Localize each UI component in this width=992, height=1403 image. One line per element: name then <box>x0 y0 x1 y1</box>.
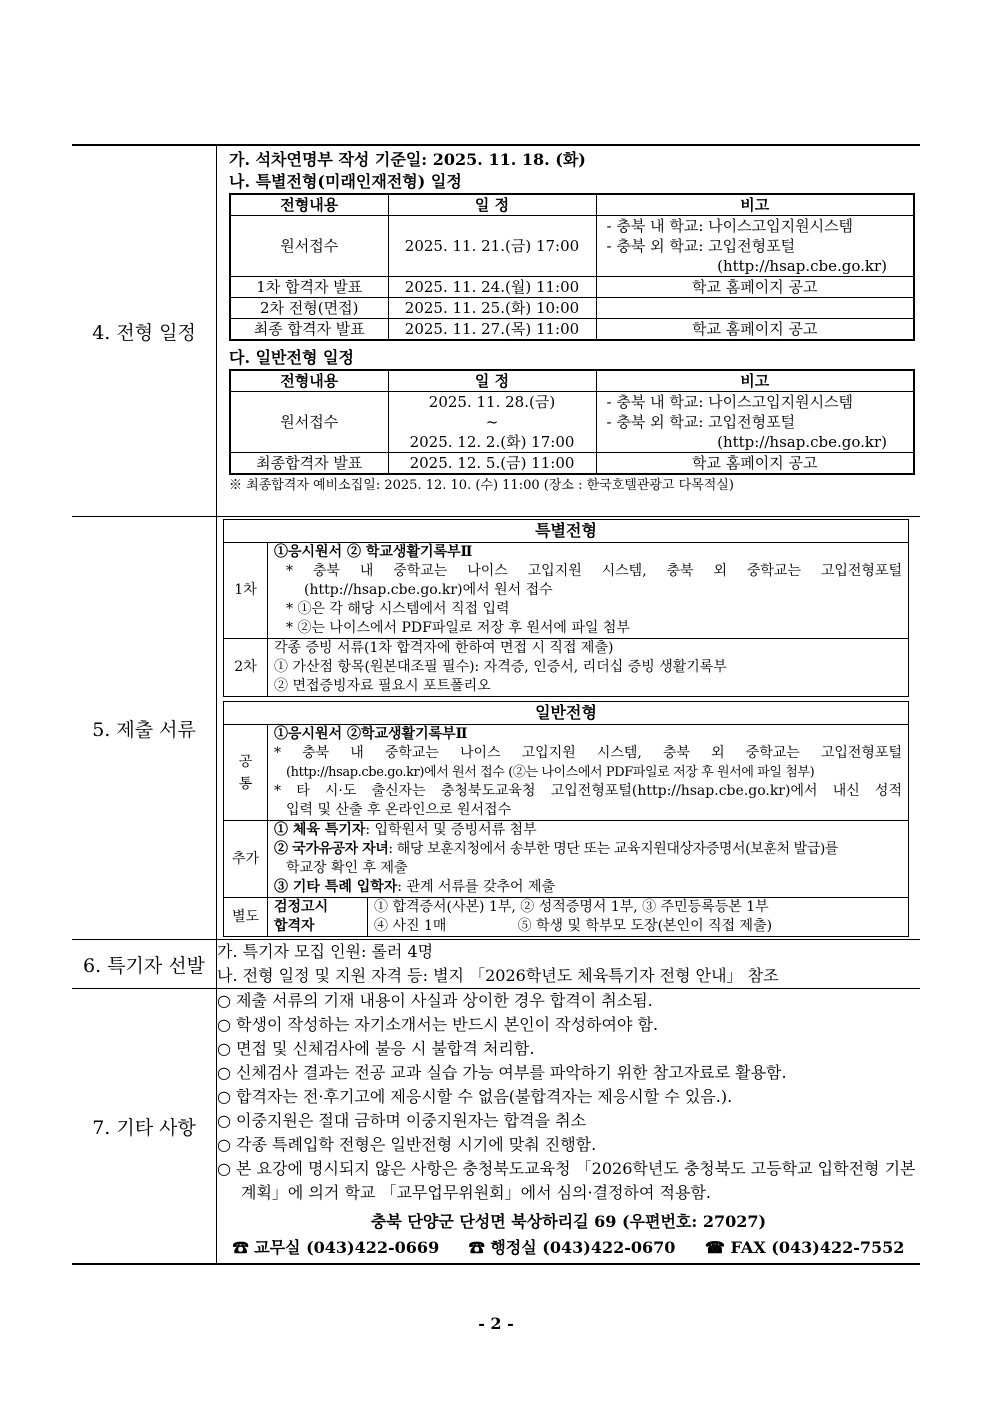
row-content <box>268 639 909 697</box>
table-row <box>230 453 914 475</box>
selection-line: 가. 특기자 모집 인원: 롤러 4명 <box>217 942 434 961</box>
table-row <box>230 216 914 277</box>
doc-line: ①응시원서 ② 학교생활기록부Ⅱ <box>274 544 473 560</box>
date-line: 2025. 11. 28.(금) <box>428 393 556 411</box>
doc-line: ① 합격증서(사본) 1부, ② 성적증명서 1부, ③ 주민등록등본 1부 <box>374 899 769 915</box>
doc-line: * ②는 나이스에서 PDF파일로 저장 후 원서에 파일 첨부 <box>286 620 630 636</box>
cell-note: 학교 홈페이지 공고 <box>596 319 914 341</box>
table-row <box>230 319 914 341</box>
general-docs-header: 일반전형 <box>224 702 909 725</box>
table-row <box>224 639 909 697</box>
row-label: 1차 <box>224 543 268 639</box>
section-4-row <box>72 145 920 517</box>
doc-key: ③ 기타 특례 입학자 <box>274 879 398 895</box>
section-7-content <box>217 989 921 1265</box>
list-item: ○ 학생이 작성하는 자기소개서는 반드시 본인이 작성하여야 함. <box>217 1015 659 1034</box>
col-header-note: 비고 <box>596 370 914 392</box>
date-line: ~ <box>485 413 499 431</box>
cell-date: 2025. 11. 24.(월) 11:00 <box>388 277 596 298</box>
note-line: - 충북 내 학교: 나이스고입지원시스템 <box>606 393 854 411</box>
admission-guide-table <box>72 144 920 1265</box>
selection-line: 나. 전형 일정 및 지원 자격 등: 별지 「2026학년도 체육특기자 전형 안내」 참조 <box>217 966 779 985</box>
row-key <box>268 898 368 937</box>
cell-name: 원서접수 <box>230 392 388 453</box>
table-row <box>230 392 914 453</box>
table-row <box>230 277 914 298</box>
base-date: 가. 석차연명부 작성 기준일: 2025. 11. 18. (화) <box>229 150 586 169</box>
key-line: 합격자 <box>274 918 315 934</box>
cell-name: 원서접수 <box>230 216 388 277</box>
doc-line: (http://hsap.cbe.go.kr)에서 원서 접수 (②는 나이스에서 PDF파일로 저장 후 원서에 파일 첨부) <box>286 765 815 780</box>
special-schedule-title: 나. 특별전형(미래인재전형) 일정 <box>229 172 462 191</box>
cell-date <box>388 392 596 453</box>
note-line: - 충북 외 학교: 고입전형포털 <box>606 413 796 431</box>
note-line: - 충북 외 학교: 고입전형포털 <box>606 237 796 255</box>
doc-line: ④ 사진 1매 ⑤ 학생 및 학부모 도장(본인이 직접 제출) <box>374 918 773 934</box>
row-label: 추가 <box>224 821 268 898</box>
cell-note: 학교 홈페이지 공고 <box>596 453 914 475</box>
cell-date: 2025. 11. 25.(화) 10:00 <box>388 298 596 319</box>
row-content <box>268 725 909 821</box>
cell-name: 최종합격자 발표 <box>230 453 388 475</box>
doc-line: ② 면접증빙자료 필요시 포트폴리오 <box>274 678 491 694</box>
doc-line: ①응시원서 ②학교생활기록부Ⅱ <box>274 726 468 742</box>
page-number: - 2 - <box>478 1314 514 1333</box>
cell-date: 2025. 12. 5.(금) 11:00 <box>388 453 596 475</box>
row-label-text: 공통 <box>238 753 253 792</box>
doc-line: 입력 및 산출 후 온라인으로 원서접수 <box>286 802 512 818</box>
documents-table <box>223 519 909 937</box>
cell-note <box>596 216 914 277</box>
col-header-content: 전형내용 <box>230 194 388 216</box>
phone-academic[interactable]: ☎ 교무실 (043)422-0669 <box>232 1238 440 1257</box>
portal-link[interactable]: (http://hsap.cbe.go.kr) <box>717 257 887 275</box>
list-item: ○ 면접 및 신체검사에 불응 시 불합격 처리함. <box>217 1039 535 1058</box>
fax-number[interactable]: ☎ FAX (043)422-7552 <box>704 1238 905 1257</box>
cell-date: 2025. 11. 21.(금) 17:00 <box>388 216 596 277</box>
row-label: 2차 <box>224 639 268 697</box>
cell-date: 2025. 11. 27.(목) 11:00 <box>388 319 596 341</box>
doc-line <box>274 821 902 840</box>
cell-name: 2차 전형(면접) <box>230 298 388 319</box>
section-5-content <box>217 517 921 940</box>
cell-name: 1차 합격자 발표 <box>230 277 388 298</box>
preliminary-gathering-note: ※ 최종합격자 예비소집일: 2025. 12. 10. (수) 11:00 (장소 : 한국호텔관광고 다목적실) <box>229 478 734 493</box>
col-header-date: 일 정 <box>388 370 596 392</box>
row-content <box>268 543 909 639</box>
list-item: ○ 각종 특례입학 전형은 일반전형 시기에 맞춰 진행함. <box>217 1135 597 1154</box>
row-content <box>268 821 909 898</box>
school-address: 충북 단양군 단성면 북상하리길 69 (우편번호: 27027) <box>370 1212 767 1231</box>
doc-line: 각종 증빙 서류(1차 합격자에 한하여 면접 시 직접 제출) <box>274 640 614 656</box>
general-schedule-table <box>229 369 915 475</box>
date-line: 2025. 12. 2.(화) 17:00 <box>409 433 575 451</box>
doc-value: : 입학원서 및 증빙서류 첨부 <box>365 822 537 838</box>
section-6-content <box>217 940 921 989</box>
list-item: ○ 제출 서류의 기재 내용이 사실과 상이한 경우 합격이 취소됨. <box>217 991 653 1010</box>
doc-key: ① 체육 특기자 <box>274 822 366 838</box>
doc-line: * 충북 내 중학교는 나이스 고입지원 시스템, 충북 외 중학교는 고입전형포털 <box>274 745 902 761</box>
section-4-label: 4. 전형 일정 <box>72 145 217 517</box>
general-schedule-title: 다. 일반전형 일정 <box>229 348 354 367</box>
col-header-note: 비고 <box>596 194 914 216</box>
section-6-label: 6. 특기자 선발 <box>72 940 217 989</box>
row-label: 별도 <box>224 898 268 937</box>
doc-line <box>274 878 902 897</box>
section-7-row <box>72 989 920 1265</box>
doc-line <box>274 840 902 859</box>
cell-note <box>596 298 914 319</box>
list-item: ○ 이중지원은 절대 금하며 이중지원자는 합격을 취소 <box>217 1111 587 1130</box>
section-5-label: 5. 제출 서류 <box>72 517 217 940</box>
table-row <box>230 298 914 319</box>
note-line: - 충북 내 학교: 나이스고입지원시스템 <box>606 217 854 235</box>
list-item: ○ 신체검사 결과는 전공 교과 실습 가능 여부를 파악하기 위한 참고자료로 활용함. <box>217 1063 787 1082</box>
special-schedule-table <box>229 193 915 341</box>
doc-line: * ①은 각 해당 시스템에서 직접 입력 <box>286 601 510 617</box>
table-row <box>224 821 909 898</box>
doc-line: (http://hsap.cbe.go.kr)에서 원서 접수 <box>304 582 553 598</box>
row-label <box>224 725 268 821</box>
list-item: ○ 합격자는 전·후기고에 제응시할 수 없음(불합격자는 제응시할 수 있음.). <box>217 1087 733 1106</box>
doc-value: : 관계 서류를 갖추어 제출 <box>397 879 556 895</box>
table-row <box>224 543 909 639</box>
contact-phones <box>217 1235 920 1263</box>
list-item: ○ 본 요강에 명시되지 않은 사항은 충청북도교육청 「2026학년도 충청북도 고등학교 입학전형 기본 계획」에 의거 학교 「교무업무위원회」에서 심의·결정하여 적용함. <box>217 1159 916 1202</box>
table-row <box>224 725 909 821</box>
col-header-content: 전형내용 <box>230 370 388 392</box>
special-docs-header: 특별전형 <box>224 520 909 543</box>
cell-name: 최종 합격자 발표 <box>230 319 388 341</box>
col-header-date: 일 정 <box>388 194 596 216</box>
doc-line: 학교장 확인 후 제출 <box>286 860 408 876</box>
doc-value: : 해당 보훈지청에서 송부한 명단 또는 교육지원대상자증명서(보훈처 발급)를 <box>388 841 839 857</box>
row-content <box>368 898 909 937</box>
section-5-row <box>72 517 920 940</box>
cell-note <box>596 392 914 453</box>
doc-line: * 충북 내 중학교는 나이스 고입지원 시스템, 충북 외 중학교는 고입전형포털 <box>286 563 902 579</box>
key-line: 검정고시 <box>274 899 329 915</box>
doc-key: ② 국가유공자 자녀 <box>274 841 389 857</box>
section-6-row <box>72 940 920 989</box>
section-4-content <box>217 145 921 517</box>
doc-line: * 타 시·도 출신자는 충청북도교육청 고입전형포털(http://hsap.cbe.go.kr)에서 내신 성적 <box>274 783 902 799</box>
table-row <box>224 898 909 937</box>
cell-note: 학교 홈페이지 공고 <box>596 277 914 298</box>
portal-link[interactable]: (http://hsap.cbe.go.kr) <box>717 433 887 451</box>
doc-line: ① 가산점 항목(원본대조필 필수): 자격증, 인증서, 리더십 증빙 생활기록부 <box>274 659 727 675</box>
section-7-label: 7. 기타 사항 <box>72 989 217 1265</box>
phone-admin[interactable]: ☎ 행정실 (043)422-0670 <box>468 1238 676 1257</box>
